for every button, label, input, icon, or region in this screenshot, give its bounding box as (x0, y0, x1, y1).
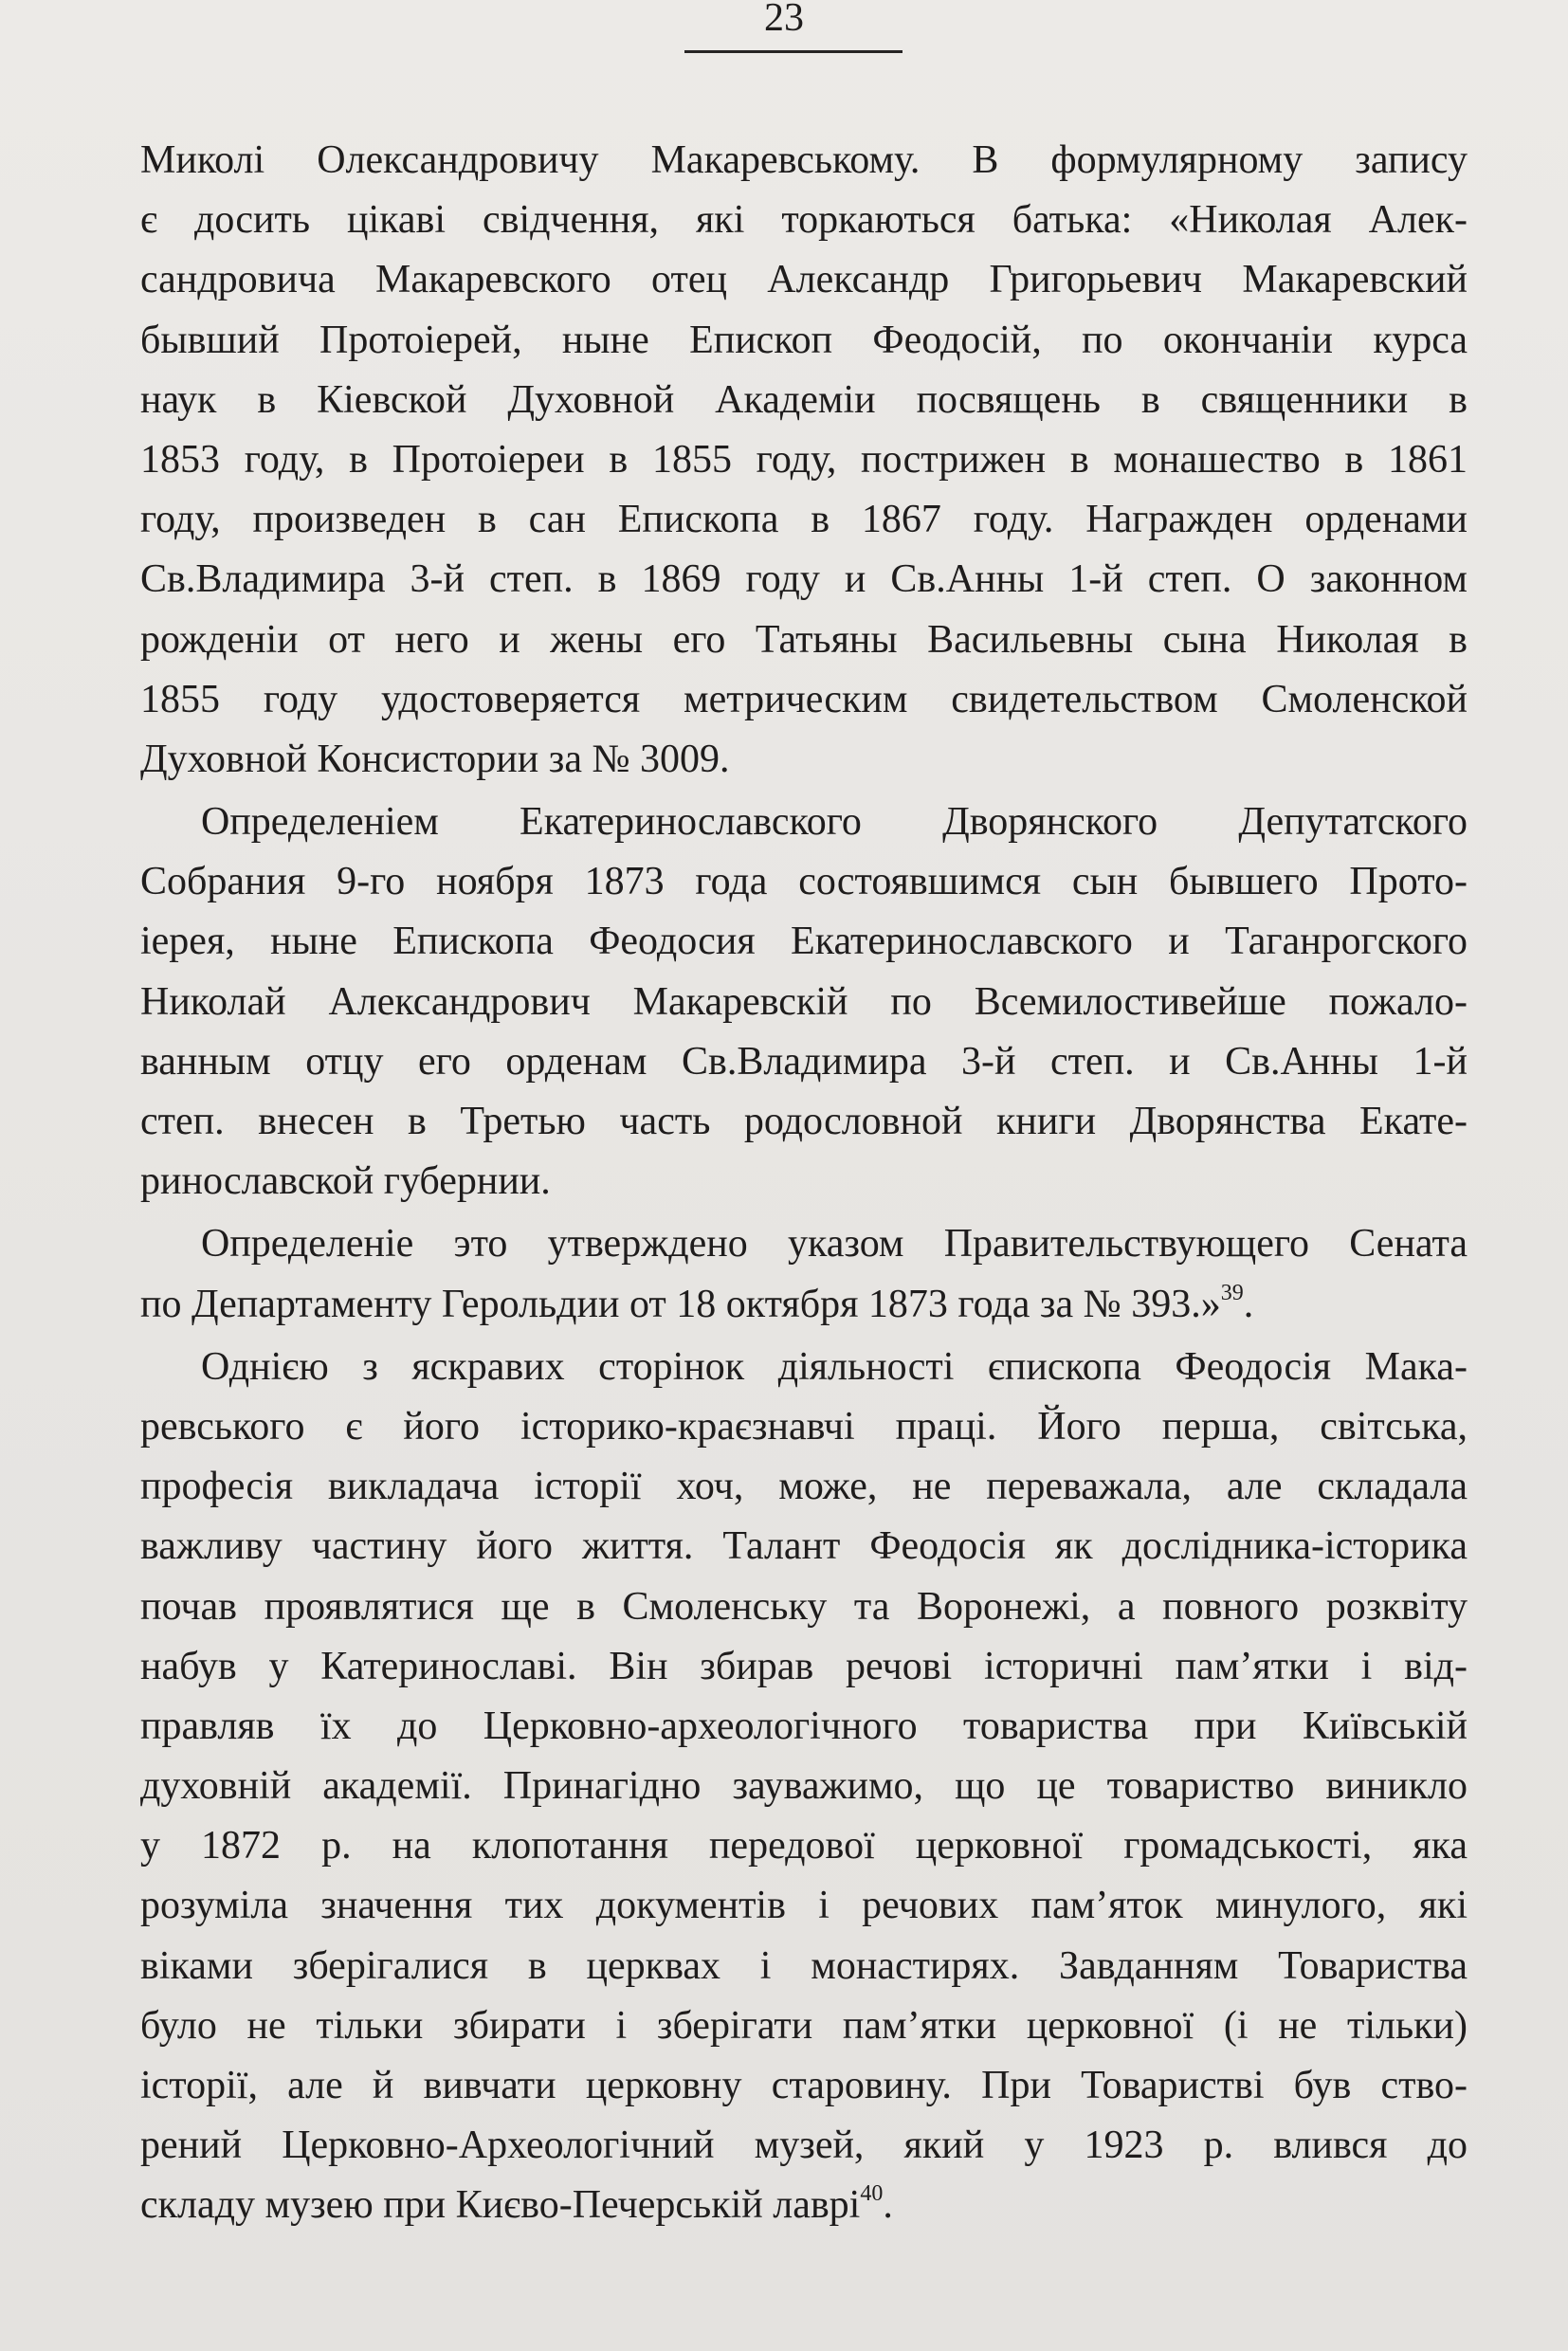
text-line: наук в Кіевской Духовной Академіи посвящень в священники в (140, 377, 1468, 422)
text-line: Духовной Консистории за № 3009. (140, 737, 730, 781)
text-line: розуміла значення тих документів і речових пам’яток минулого, які (140, 1884, 1468, 1928)
text-line: Собрания 9-го ноября 1873 года состоявшимся сын бывшего Прото- (140, 860, 1468, 904)
text-line: iерея, ныне Епископа Феодосия Екатеринославского и Таганрогского (140, 920, 1468, 964)
text-line: рожденіи от него и жены его Татьяны Васильевны сына Николая в (140, 617, 1468, 662)
text-line: сандровича Макаревского отец Александр Григорьевич Макаревский (140, 258, 1468, 302)
footnote-ref-40: 40 (860, 2181, 884, 2207)
text-line: ванным отцу его орденам Св.Владимира 3-й степ. и Св.Анны 1-й (140, 1039, 1468, 1084)
paragraph-4 (140, 1338, 1468, 2236)
paragraph-3 (140, 1214, 1468, 1334)
text-line: історії, але й вивчати церковну старовину. При Товаристві був ство- (140, 2064, 1468, 2107)
text-line: 1853 году, в Протоiереи в 1855 году, пострижен в монашество в 1861 (140, 437, 1468, 482)
footnote-ref-39: 39 (1220, 1280, 1244, 1305)
text-line: є досить цікаві свідчення, які торкаються батька: «Николая Алек- (140, 198, 1468, 243)
text-line: у 1872 р. на клопотання передової церковної громадськості, яка (140, 1824, 1468, 1868)
text-line: бывший Протоiерей, ныне Епископ Феодосій, по окончаніи курса (140, 318, 1468, 362)
line-trailing-period: . (883, 2183, 893, 2228)
text-line: рений Церковно-Археологічний музей, який у 1923 р. влився до (140, 2123, 1468, 2168)
text-line: важливу частину його життя. Талант Феодосія як дослідника-історика (140, 1524, 1468, 1569)
text-line: Определеніем Екатеринославского Дворянского Депутатского (201, 800, 1468, 845)
text-line (140, 1275, 1468, 1335)
text-line: правляв їх до Церковно-археологічного товариства при Київській (140, 1704, 1468, 1748)
text-line: духовній академії. Принагідно зауважимо, що це товариство виникло (140, 1764, 1468, 1809)
text-line: степ. внесен в Третью часть родословной книги Дворянства Екате- (140, 1100, 1468, 1143)
line-trailing-period: . (1243, 1282, 1254, 1326)
page-number: 23 (764, 0, 804, 40)
text-line-content: по Департаменту Герольдии от 18 октября 1873 года за № 393.» (140, 1282, 1221, 1326)
text-line: Николай Александрович Макаревскій по Всемилостивейше пожало- (140, 979, 1468, 1024)
text-line: професія викладача історії хоч, може, не переважала, але складала (140, 1465, 1468, 1509)
text-line: ревського є його історико-краєзнавчі праці. Його перша, світська, (140, 1404, 1468, 1449)
page-number-rule (684, 50, 903, 53)
text-line: набув у Катеринославі. Він збирав речові історичні пам’ятки і від- (140, 1644, 1468, 1688)
text-line: Определеніе это утверждено указом Правительствующего Сената (201, 1222, 1468, 1267)
text-line: ринославской губернии. (140, 1159, 551, 1204)
paragraph-2 (140, 793, 1468, 1212)
text-line (140, 2176, 1468, 2235)
body-text (140, 131, 1468, 2236)
text-line: 1855 году удостоверяется метрическим свидетельством Смоленской (140, 677, 1468, 721)
text-line: году, произведен в сан Епископа в 1867 году. Награжден орденами (140, 498, 1468, 542)
text-line: Однією з яскравих сторінок діяльності єпископа Феодосія Мака- (201, 1344, 1468, 1389)
text-line: віками зберігалися в церквах і монастирях. Завданням Товариства (140, 1943, 1468, 1988)
text-line-content: складу музею при Києво-Печерській лаврі (140, 2183, 861, 2228)
text-line: Миколі Олександровичу Макаревському. В формулярному запису (140, 138, 1468, 182)
paragraph-1 (140, 131, 1468, 790)
text-line: Св.Владимира 3-й степ. в 1869 году и Св.Анны 1-й степ. О законном (140, 557, 1468, 602)
text-line: було не тільки збирати і зберігати пам’ятки церковної (і не тільки) (140, 2003, 1468, 2048)
text-line: почав проявлятися ще в Смоленську та Воронежі, а повного розквіту (140, 1584, 1468, 1629)
